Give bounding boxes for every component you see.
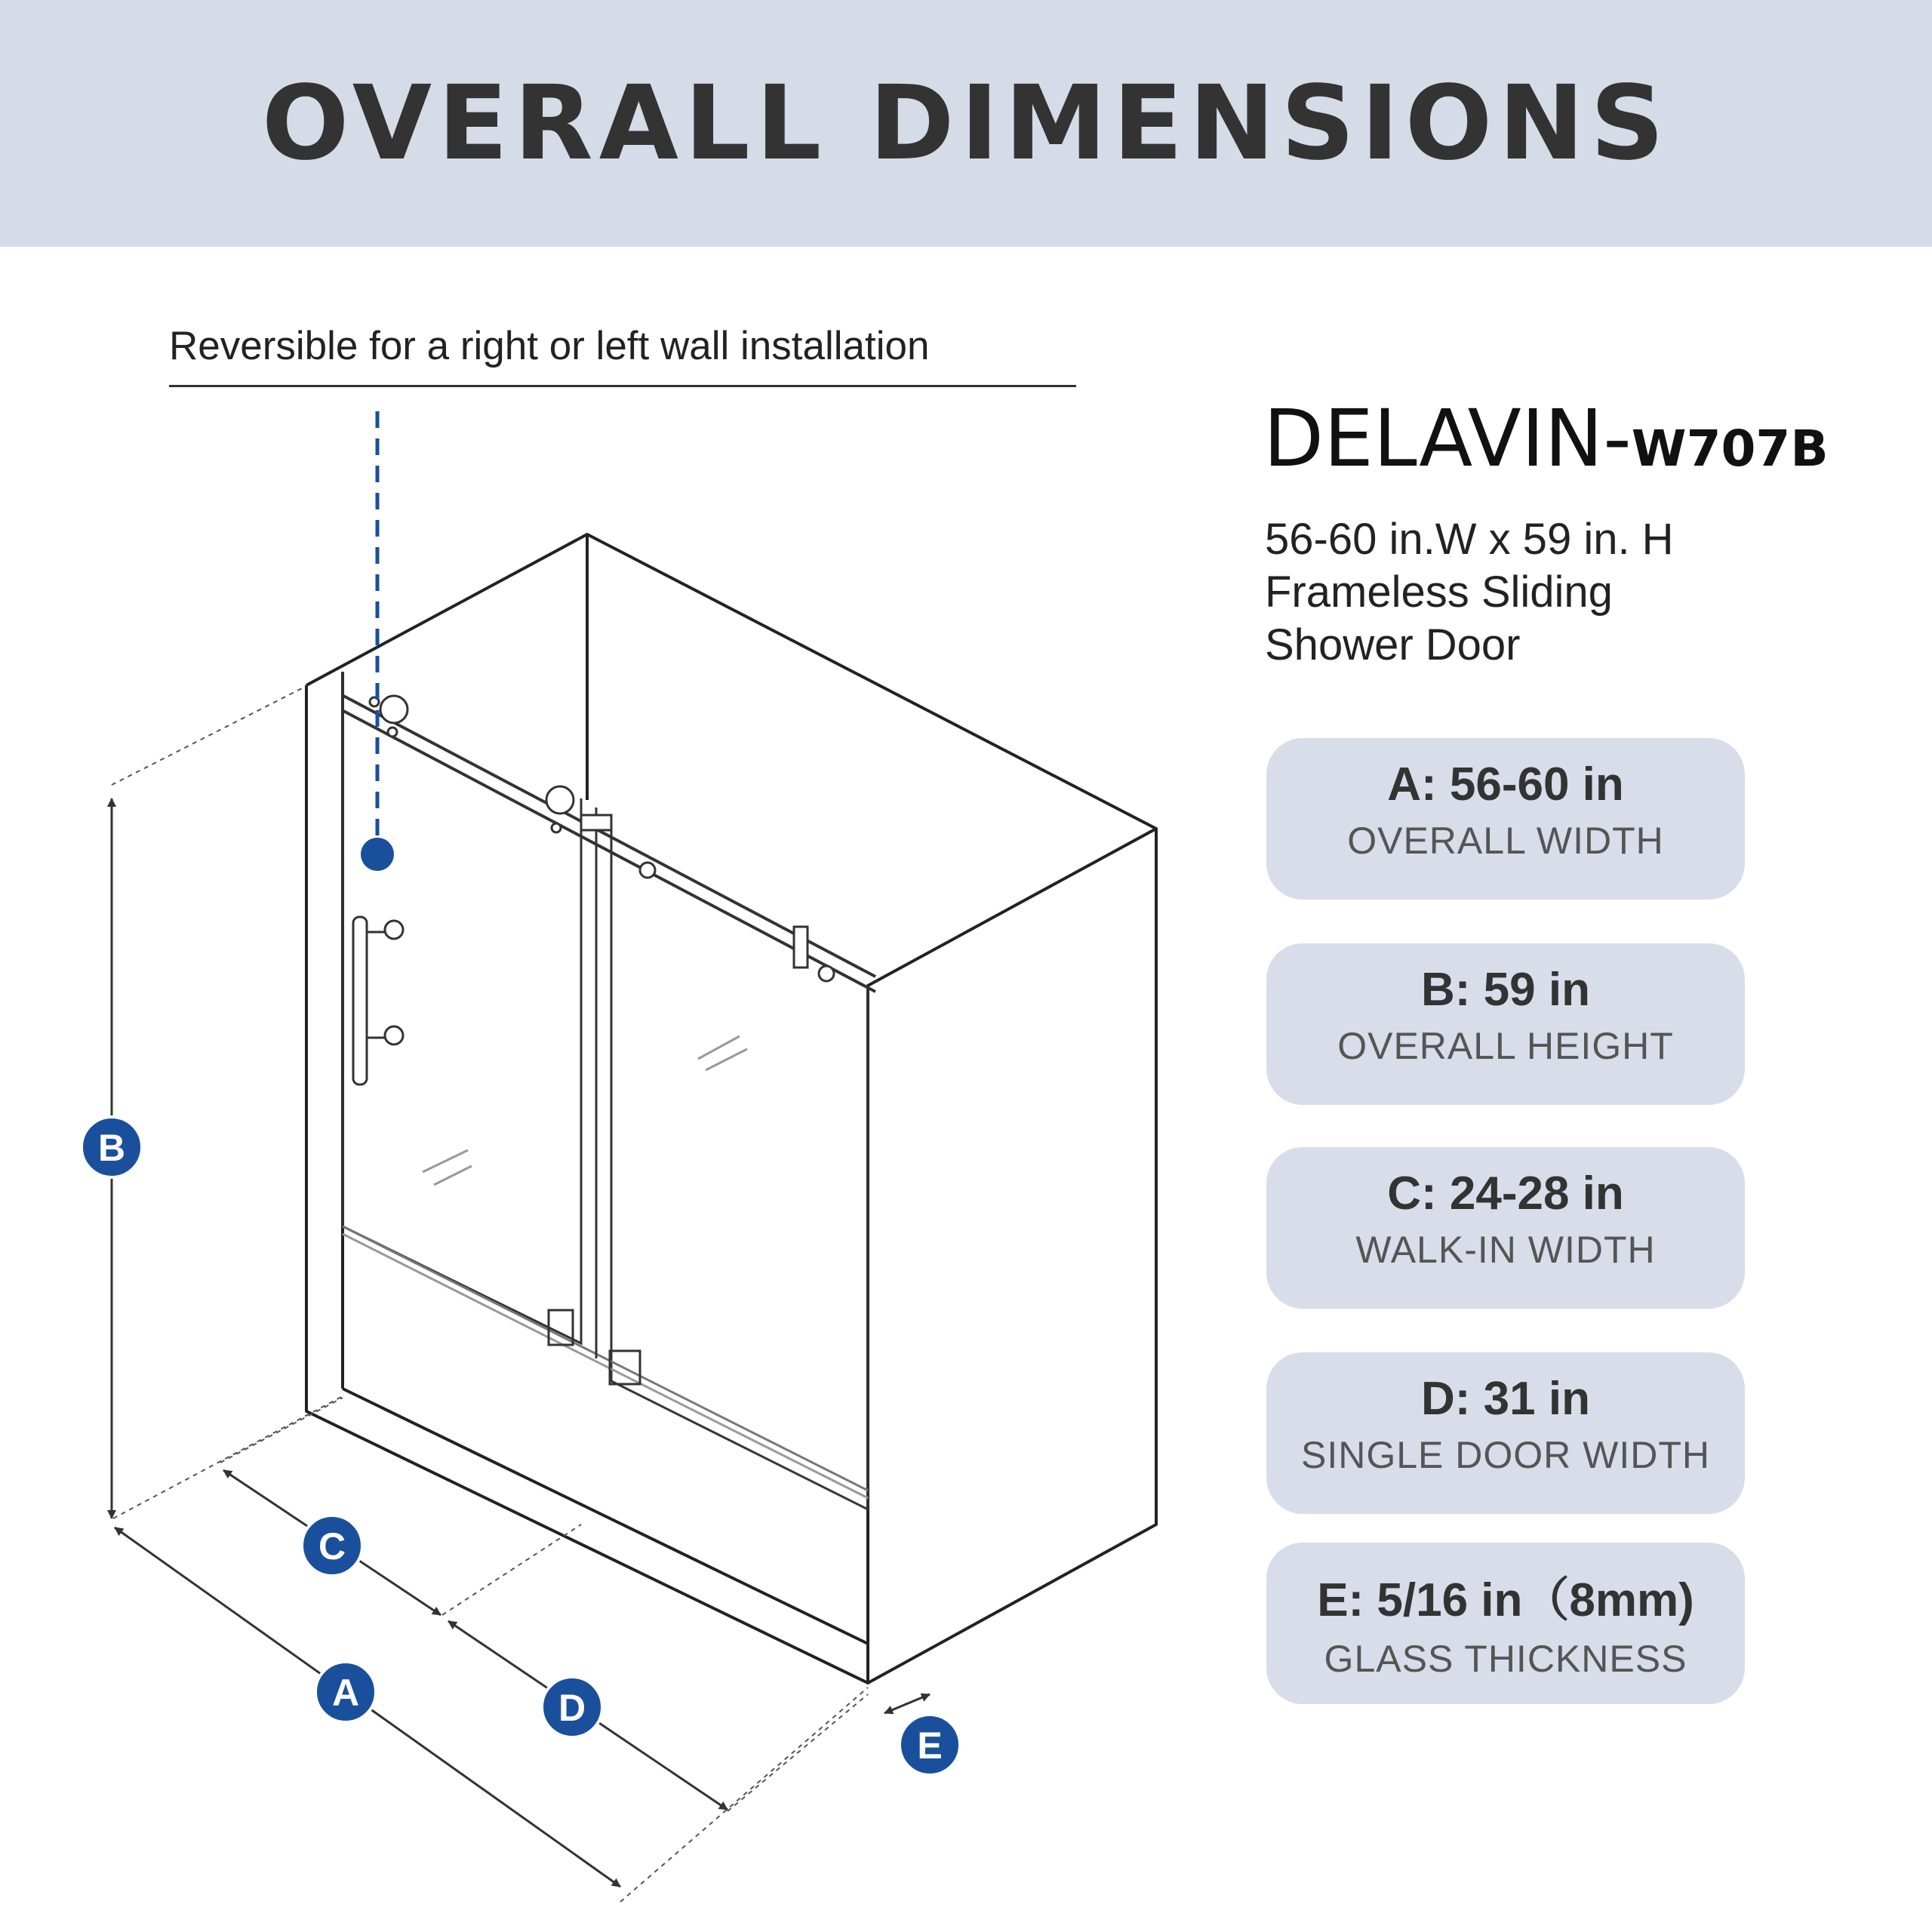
svg-text:A: A: [331, 1672, 360, 1714]
extension-lines: [112, 687, 868, 1902]
badge-b: [82, 1117, 142, 1177]
brand-name: DELAVIN-: [1263, 392, 1632, 485]
spec-label: OVERALL WIDTH: [1347, 820, 1664, 862]
roller-wheel: [819, 966, 834, 981]
svg-text:B: B: [97, 1127, 126, 1169]
description-line: Frameless Sliding: [1265, 568, 1613, 617]
spec-label: GLASS THICKNESS: [1324, 1638, 1687, 1680]
sliding-rail: [343, 696, 875, 992]
spec-label: SINGLE DOOR WIDTH: [1300, 1434, 1711, 1476]
spec-value: D: 31 in: [1421, 1373, 1590, 1425]
badge-d: [542, 1677, 602, 1737]
svg-text:C: C: [318, 1525, 346, 1567]
tub-enclosure: [306, 534, 1156, 1683]
wall-bracket: [581, 815, 611, 830]
spec-value: A: 56-60 in: [1387, 758, 1624, 811]
installation-note: Reversible for a right or left wall installation: [169, 324, 930, 368]
description-line: Shower Door: [1265, 620, 1521, 669]
pointer-dot: [361, 838, 394, 871]
spec-value: C: 24-28 in: [1387, 1168, 1624, 1220]
glass-bottom-edge: [343, 1226, 868, 1491]
badge-c: [302, 1515, 362, 1576]
tub-rim: [343, 1389, 868, 1644]
rail-stopper: [794, 927, 808, 968]
spec-label: OVERALL HEIGHT: [1337, 1025, 1674, 1067]
spec-label: WALK-IN WIDTH: [1355, 1229, 1656, 1271]
door-handle: [353, 917, 403, 1084]
outer-glass-panel: [611, 819, 868, 1509]
glass-reflection: [423, 1150, 468, 1172]
badge-a: [315, 1662, 376, 1722]
model-number: W707B: [1631, 420, 1829, 478]
roller-wheel: [640, 863, 655, 878]
glass-doors: [343, 672, 868, 1509]
svg-text:D: D: [558, 1687, 586, 1729]
glass-reflection: [434, 1166, 472, 1185]
svg-text:E: E: [917, 1724, 943, 1767]
back-wall-outline: [306, 685, 868, 1683]
description-line: 56-60 in.W x 59 in. H: [1265, 515, 1674, 564]
dimension-e: [884, 1694, 930, 1713]
enclosure-top-edge: [306, 534, 1156, 829]
roller-wheel: [380, 696, 408, 723]
tub-front-panel: [868, 829, 1156, 1683]
page-title: OVERALL DIMENSIONS: [261, 63, 1671, 183]
roller-wheel: [546, 786, 574, 814]
badge-e: [900, 1715, 960, 1775]
spec-value: B: 59 in: [1421, 964, 1590, 1016]
glass-bottom-edge-2: [343, 1234, 868, 1498]
spec-value: E: 5/16 in（8mm): [1317, 1574, 1694, 1626]
